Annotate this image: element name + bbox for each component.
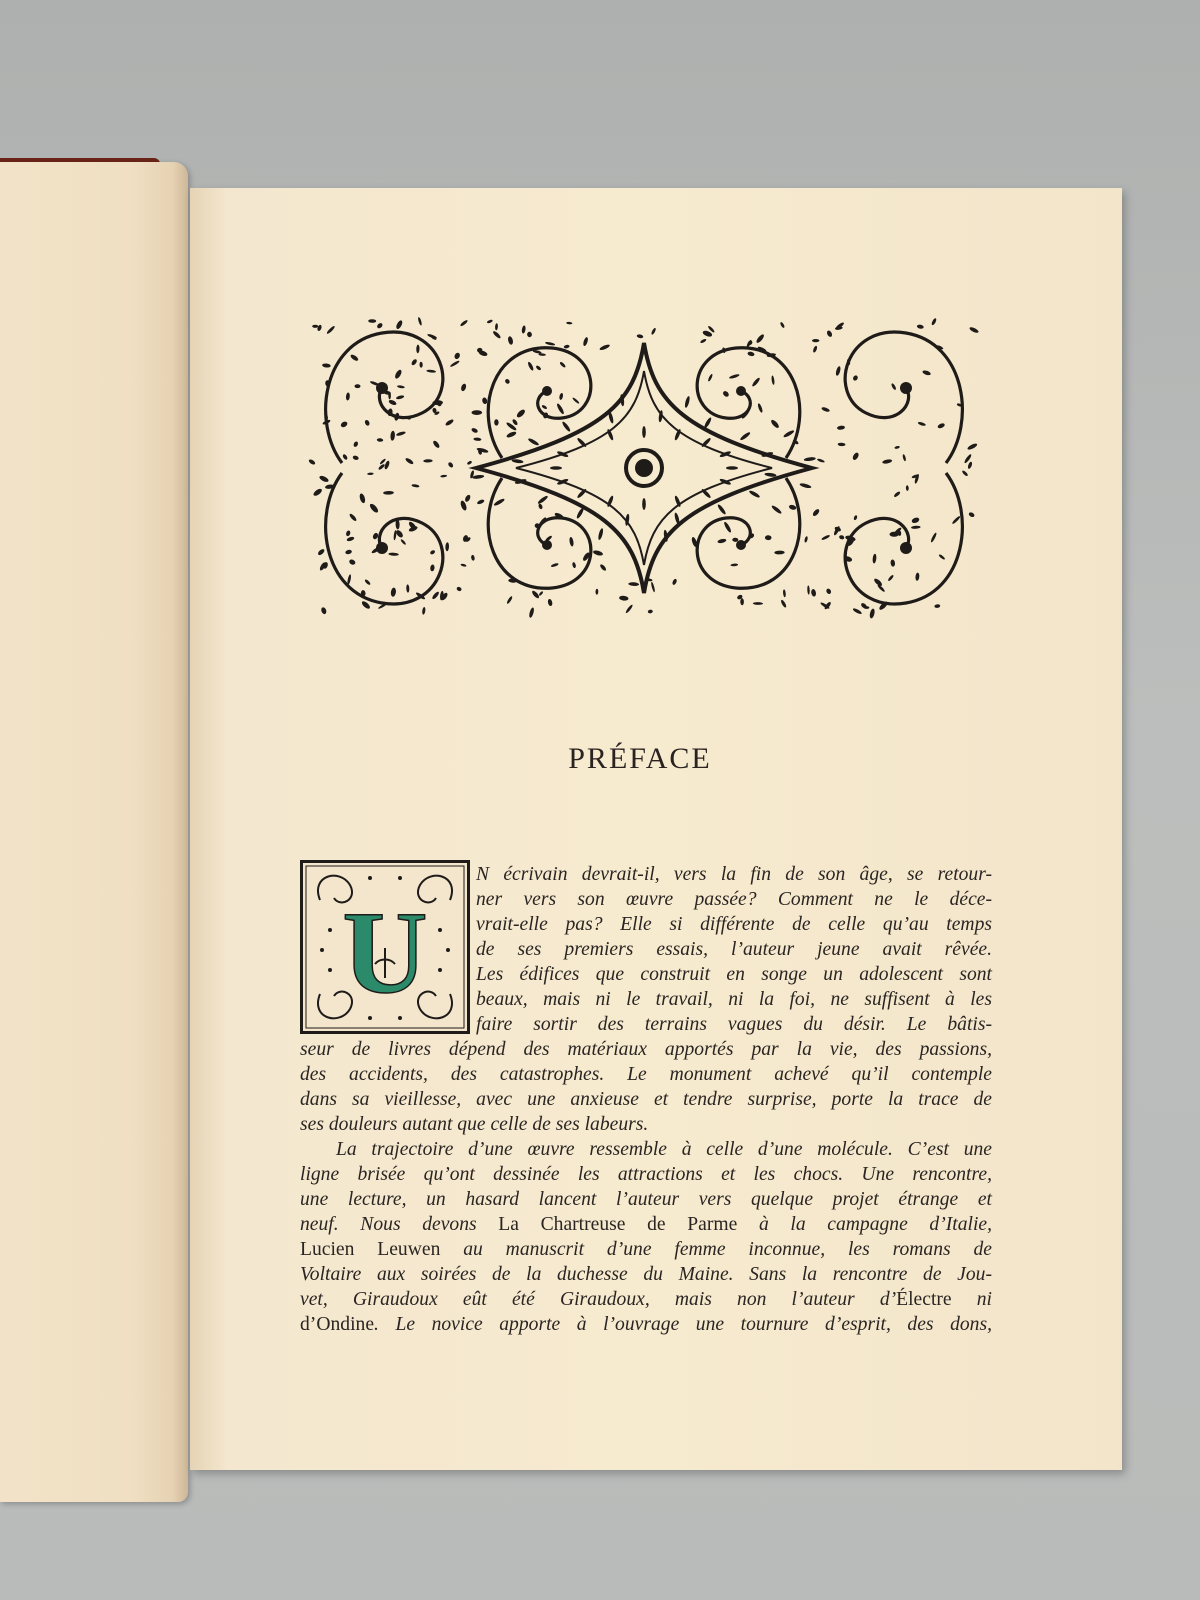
leaf-mark [396,395,405,400]
leaf-mark [495,323,498,330]
leaf-mark [379,458,386,465]
leaf-mark [547,598,553,606]
leaf-mark [894,445,900,449]
leaf-mark [473,437,481,441]
leaf-mark [732,538,738,543]
leaf-mark [493,498,505,507]
text-line: Voltaire aux soirées de la duchesse du Maine. Sans la rencontre de Jou- [300,1264,992,1285]
leaf-mark [730,563,738,566]
book-title-fragment: La Chartreuse de Parme [498,1214,738,1235]
leaf-mark [537,495,549,505]
leaf-mark [537,516,547,528]
leaf-mark [853,515,858,521]
leaf-mark [450,360,461,368]
leaf-mark [707,373,713,382]
leaf-mark [312,487,323,497]
leaf-mark [722,390,730,398]
leaf-mark [364,419,370,426]
text-fragment: vet, Giraudoux eût été Giraudoux, mais non l’auteur d’ [300,1289,897,1310]
leaf-mark [394,412,400,421]
leaf-mark [456,586,462,592]
text-line: ses douleurs autant que celle de ses labeurs. [300,1114,649,1135]
leaf-mark [388,552,399,556]
text-line [300,1212,992,1237]
leaf-mark [826,330,833,338]
leaf-mark [556,403,565,415]
leaf-mark [312,325,318,328]
leaf-mark [563,344,569,349]
leaf-mark [538,353,546,356]
leaf-mark [572,562,577,569]
leaf-mark [397,385,405,389]
leaf-mark [619,595,629,601]
leaf-mark [538,591,543,597]
leaf-mark [739,431,751,441]
leaf-mark [751,377,761,387]
leaf-mark [395,319,403,329]
text-line: N écrivain devrait-il, vers la fin de son âge, se retour- [476,864,992,885]
leaf-mark [320,607,327,615]
leaf-mark [445,418,455,426]
leaf-mark [350,353,360,361]
leaf-mark [650,581,655,592]
leaf-mark [504,378,510,385]
book-title-fragment: Ondine [316,1314,375,1335]
preface-body-text [300,862,992,1337]
leaf-mark [376,322,383,329]
leaf-mark [723,521,732,533]
leaf-mark [729,373,740,379]
text-line: seur de livres dépend des matériaux apportés par la vie, des passions, [300,1039,992,1060]
leaf-mark [882,459,893,465]
leaf-mark [757,403,763,413]
leaf-mark [482,397,488,405]
leaf-mark [460,563,466,567]
leaf-mark [521,325,526,333]
leaf-mark [700,338,707,344]
leaf-mark [811,589,817,597]
leaf-mark [308,458,316,465]
leaf-mark [550,466,562,470]
leaf-mark [821,534,830,541]
leaf-mark [783,429,795,438]
leaf-mark [348,559,356,566]
leaf-mark [447,461,454,468]
leaf-mark [765,535,772,540]
leaf-mark [527,332,532,338]
leaf-mark [340,420,349,428]
book-title-fragment: Lucien Leuwen [300,1239,441,1260]
leaf-mark [595,589,598,595]
leaf-mark [545,341,556,346]
leaf-mark [345,530,351,537]
leaf-mark [917,421,926,426]
leaf-mark [352,455,359,461]
text-line: ligne brisée qu’ont dessinée les attractions et les chocs. Une rencontre, [300,1164,992,1185]
leaf-mark [535,365,541,371]
leaf-mark [429,549,435,555]
leaf-mark [445,542,449,551]
leaf-mark [934,604,940,608]
leaf-mark [837,425,845,430]
leaf-mark [550,562,558,567]
leaf-mark [354,384,360,388]
leaf-mark [597,528,604,541]
leaf-mark [430,564,435,571]
leaf-mark [717,504,727,516]
leaf-mark [453,352,460,360]
leaf-mark [817,458,825,463]
leaf-mark [636,334,643,339]
text-line [300,1237,992,1262]
leaf-mark [930,532,937,543]
leaf-mark [406,584,409,592]
leaf-mark [394,369,403,380]
leaf-mark [492,330,501,339]
leaf-mark [788,504,796,511]
leaf-mark [748,490,760,499]
leaf-mark [938,554,945,561]
leaf-mark [747,351,755,357]
leaf-mark [361,600,372,610]
leaf-mark [799,482,812,489]
leaf-mark [541,404,547,409]
leaf-mark [411,358,418,366]
leaf-mark [684,396,691,409]
leaf-mark [812,339,819,342]
leaf-mark [527,361,534,371]
leaf-mark [807,585,810,594]
leaf-mark [890,559,895,567]
leaf-mark [835,366,841,376]
leaf-mark [572,397,580,404]
text-line: ner vers son œuvre passée? Comment ne le déce- [476,889,992,910]
leaf-mark [592,549,603,556]
leaf-mark [582,337,588,347]
leaf-mark [961,470,968,477]
leaf-mark [390,587,396,597]
leaf-mark [494,419,499,425]
book-title-fragment: Électre [896,1289,952,1310]
leaf-mark [839,535,845,541]
leaf-mark [922,370,931,377]
leaf-mark [825,588,831,595]
leaf-mark [342,454,348,461]
leaf-mark [917,324,924,329]
page-title: PRÉFACE [568,742,712,775]
leaf-mark [423,459,433,463]
leaf-mark [512,418,519,426]
leaf-mark [390,431,395,441]
text-line: Les édifices que construit en songe un adolescent sont [476,964,992,985]
leaf-mark [527,437,539,446]
leaf-mark [651,327,657,335]
leaf-mark [642,498,646,510]
leaf-mark [937,422,945,429]
text-line: vrait-elle pas? Elle si différente de celle qu’au temps [476,914,992,935]
leaf-mark [717,538,727,544]
leaf-mark [349,513,358,522]
leaf-mark [740,598,744,605]
leaf-mark [400,539,407,546]
text-fragment: d’ [300,1314,317,1335]
text-fragment: ni [951,1289,993,1310]
leaf-mark [770,419,780,429]
leaf-mark [774,550,785,554]
leaf-mark [812,508,821,517]
leaf-mark [771,504,783,514]
leaf-mark [405,457,415,465]
leaf-mark [869,608,876,619]
leaf-mark [460,383,467,392]
leaf-mark [780,322,786,329]
text-fragment: neuf. Nous devons [300,1214,499,1235]
leaf-mark [417,317,422,326]
leaf-mark [726,466,738,470]
leaf-mark [486,319,493,324]
leaf-mark [625,604,634,614]
leaf-mark [852,452,860,461]
leaf-mark [852,607,862,615]
leaf-mark [628,582,639,586]
leaf-mark [369,503,380,514]
leaf-mark [472,474,484,479]
leaf-mark [353,441,359,448]
leaf-mark [931,318,937,326]
leaf-mark [507,336,514,345]
leaf-mark [467,460,473,465]
leaf-mark [951,515,961,524]
text-line: beaux, mais ni le travail, ni la foi, ne suffisent à les [476,989,992,1010]
leaf-mark [531,590,540,600]
leaf-mark [383,491,394,495]
svg-text:U: U [342,887,428,1018]
leaf-mark [317,548,325,556]
leaf-mark [566,322,572,325]
leaf-mark [460,319,469,327]
leaf-mark [476,499,484,505]
leaf-mark [703,417,712,429]
leaf-mark [852,375,859,382]
leaf-mark [377,438,384,442]
text-line: faire sortir des terrains vagues du désir. Le bâtis- [476,1014,992,1035]
floral-ornament-icon [302,313,986,623]
leaf-mark [642,426,646,438]
leaf-mark [345,549,352,555]
leaf-mark [599,563,607,571]
leaf-mark [472,410,483,415]
leaf-mark [411,484,419,488]
leaf-mark [416,345,419,354]
leaf-mark [804,536,808,543]
leaf-mark [559,361,566,368]
leaf-mark [426,369,436,373]
leaf-mark [367,472,374,475]
leaf-mark [516,408,527,418]
text-line [300,1312,992,1337]
leaf-mark [812,345,817,353]
leaf-mark [322,363,331,368]
text-fragment: au manuscrit d’une femme inconnue, les romans de [440,1239,993,1260]
leaf-mark [511,459,523,464]
leaf-mark [464,494,471,503]
leaf-mark [741,408,751,420]
text-fragment: à la campagne d’Italie, [737,1214,993,1235]
leaf-mark [388,399,397,406]
leaf-mark [838,442,846,446]
leaf-mark [559,393,564,401]
leaf-mark [378,463,386,470]
leaf-mark [419,362,422,368]
leaf-mark [471,555,475,561]
leaf-mark [471,427,479,433]
leaf-mark [911,517,920,524]
leaf-mark [318,475,329,484]
left-page [0,162,188,1502]
text-line: une lecture, un hasard lancent l’auteur vers quelque projet étrange et [300,1189,992,1210]
leaf-mark [872,554,877,564]
leaf-mark [764,472,776,477]
leaf-mark [364,579,371,586]
leaf-mark [368,319,376,323]
leaf-mark [528,607,535,618]
leaf-mark [911,525,921,529]
leaf-mark [915,572,920,581]
leaf-mark [506,596,513,605]
leaf-mark [359,493,367,504]
leaf-mark [476,447,489,454]
leaf-mark [969,326,979,334]
leaf-mark [804,457,816,462]
leaf-mark [893,491,901,498]
leaf-mark [431,591,440,600]
leaf-mark [753,602,763,605]
leaf-mark [967,461,973,469]
leaf-mark [346,392,350,400]
text-line: La trajectoire d’une œuvre ressemble à celle d’une molécule. C’est une [336,1139,992,1160]
leaf-mark [887,574,894,581]
leaf-mark [968,511,975,518]
leaf-mark [326,325,336,335]
text-line: dans sa vieillesse, avec une anxieuse et tendre surprise, porte la trace de [300,1089,992,1110]
leaf-mark [783,589,786,597]
leaf-mark [755,333,765,344]
leaf-mark [569,537,574,547]
leaf-mark [821,406,830,412]
leaf-mark [771,375,775,385]
text-line [300,1287,992,1312]
leaf-mark [906,485,909,491]
leaf-mark [672,578,678,585]
leaf-mark [432,440,441,449]
text-line: des accidents, des catastrophes. Le monument achevé qu’il contemple [300,1064,992,1085]
leaf-mark [902,454,906,462]
leaf-mark [647,609,653,614]
leaf-mark [346,536,355,542]
text-line: de ses premiers essais, l’auteur jeune avait rêvée. [476,939,992,960]
leaf-mark [599,343,611,351]
leaf-mark [538,503,543,510]
leaf-mark [440,474,447,477]
leaf-mark [506,431,517,439]
leaf-mark [422,607,426,615]
leaf-mark [891,383,897,391]
text-fragment: . Le novice apporte à l’ouvrage une tournure d’esprit, des dons, [374,1314,992,1335]
leaf-mark [576,507,585,519]
leaf-mark [396,431,406,437]
leaf-mark [967,442,978,450]
leaf-mark [561,421,571,433]
leaf-mark [780,599,787,608]
